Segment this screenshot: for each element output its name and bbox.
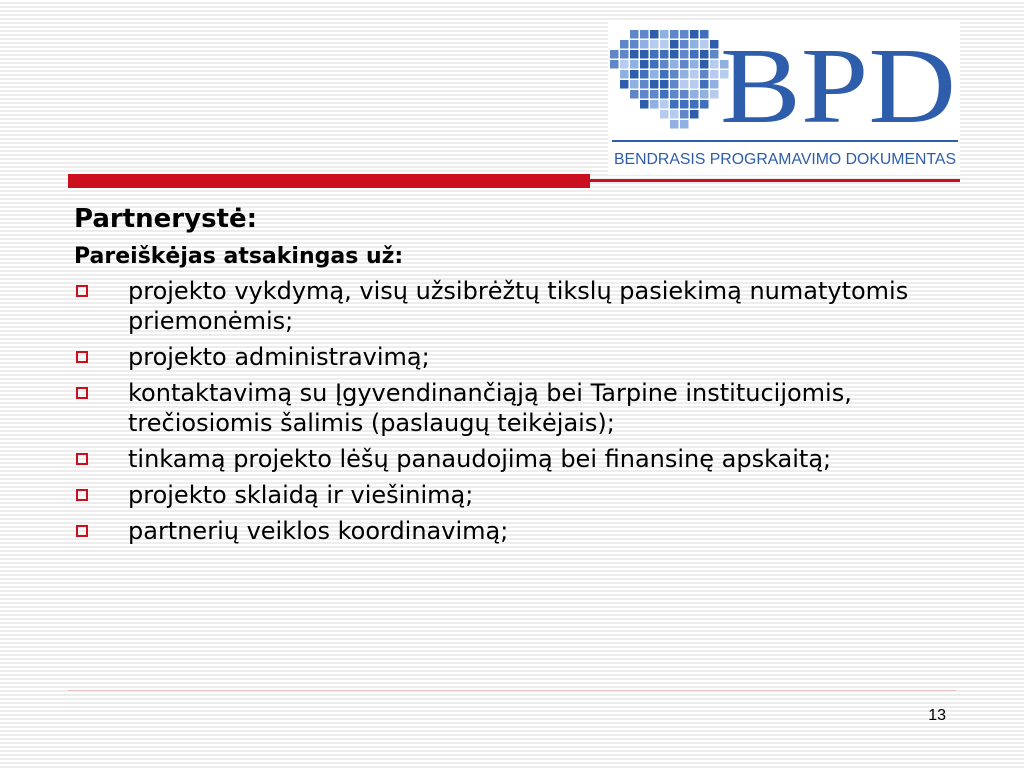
- mosaic-tile: [670, 60, 679, 69]
- mosaic-tile: [650, 60, 659, 69]
- mosaic-tile: [650, 40, 659, 49]
- mosaic-tile: [610, 60, 619, 69]
- bullet-text: kontaktavimą su Įgyvendinančiąją bei Tarpine institucijomis, trečiosiomis šalimis (paslaugų teikėjais);: [128, 379, 852, 437]
- mosaic-tile: [680, 100, 689, 109]
- mosaic-tile: [650, 50, 659, 59]
- square-bullet-icon: [76, 453, 88, 465]
- slide-body: [74, 202, 954, 552]
- mosaic-tile: [660, 80, 669, 89]
- mosaic-tile: [660, 40, 669, 49]
- mosaic-tile: [680, 90, 689, 99]
- mosaic-tile: [630, 40, 639, 49]
- square-bullet-icon: [76, 351, 88, 363]
- mosaic-tile: [700, 50, 709, 59]
- mosaic-tile: [710, 90, 719, 99]
- mosaic-tile: [630, 70, 639, 79]
- mosaic-tile: [620, 50, 629, 59]
- bpd-logo-graphic: [608, 22, 960, 175]
- mosaic-tile: [630, 60, 639, 69]
- mosaic-tile: [630, 50, 639, 59]
- mosaic-tile: [670, 80, 679, 89]
- mosaic-tile: [670, 120, 679, 129]
- mosaic-tile: [710, 40, 719, 49]
- mosaic-tile: [660, 90, 669, 99]
- mosaic-tile: [710, 50, 719, 59]
- mosaic-tile: [690, 80, 699, 89]
- title-accent-line: [590, 179, 960, 182]
- mosaic-tile: [650, 70, 659, 79]
- logo-letters: BPD: [720, 27, 956, 146]
- mosaic-tile: [670, 110, 679, 119]
- mosaic-tile: [640, 100, 649, 109]
- mosaic-tile: [690, 90, 699, 99]
- mosaic-tile: [670, 50, 679, 59]
- mosaic-tile: [650, 80, 659, 89]
- square-bullet-icon: [76, 387, 88, 399]
- mosaic-tile: [700, 70, 709, 79]
- mosaic-tile: [700, 60, 709, 69]
- mosaic-tile: [630, 90, 639, 99]
- mosaic-tile: [640, 90, 649, 99]
- mosaic-tile: [710, 80, 719, 89]
- bullet-text: tinkamą projekto lėšų panaudojimą bei finansinę apskaitą;: [128, 445, 832, 473]
- square-bullet-icon: [76, 489, 88, 501]
- title-accent-bar: [68, 174, 590, 188]
- slide-subheading: Pareiškėjas atsakingas už:: [74, 244, 404, 269]
- mosaic-tile: [690, 70, 699, 79]
- mosaic-tile: [710, 70, 719, 79]
- mosaic-tile: [670, 90, 679, 99]
- bullet-text: projekto sklaidą ir viešinimą;: [128, 481, 474, 509]
- mosaic-tile: [690, 110, 699, 119]
- mosaic-tile: [700, 90, 709, 99]
- mosaic-tile: [690, 30, 699, 39]
- mosaic-tile: [710, 60, 719, 69]
- bullet-item: [74, 378, 954, 438]
- mosaic-tile: [660, 110, 669, 119]
- bullet-item: [74, 480, 954, 510]
- mosaic-tile: [680, 80, 689, 89]
- mosaic-tile: [700, 40, 709, 49]
- mosaic-tile: [680, 30, 689, 39]
- mosaic-tile: [620, 70, 629, 79]
- mosaic-tile: [640, 40, 649, 49]
- mosaic-tile: [690, 50, 699, 59]
- slide-heading: Partnerystė:: [74, 204, 258, 234]
- mosaic-tile: [610, 50, 619, 59]
- mosaic-tile: [690, 60, 699, 69]
- bullet-text: projekto vykdymą, visų užsibrėžtų tikslų pasiekimą numatytomis priemonėmis;: [128, 277, 909, 335]
- logo-caption: BENDRASIS PROGRAMAVIMO DOKUMENTAS: [614, 151, 956, 168]
- mosaic-tile: [650, 90, 659, 99]
- mosaic-tile: [640, 30, 649, 39]
- mosaic-tile: [700, 30, 709, 39]
- mosaic-tile: [640, 80, 649, 89]
- mosaic-tile: [630, 30, 639, 39]
- mosaic-tile: [660, 100, 669, 109]
- mosaic-tile: [700, 80, 709, 89]
- bullet-text: partnerių veiklos koordinavimą;: [128, 517, 509, 545]
- lithuania-map-mosaic-icon: [610, 30, 729, 129]
- mosaic-tile: [650, 100, 659, 109]
- mosaic-tile: [690, 100, 699, 109]
- mosaic-tile: [660, 60, 669, 69]
- footer-divider: [68, 690, 956, 691]
- bullet-item: [74, 516, 954, 546]
- mosaic-tile: [640, 60, 649, 69]
- mosaic-tile: [670, 100, 679, 109]
- mosaic-tile: [650, 30, 659, 39]
- mosaic-tile: [680, 60, 689, 69]
- square-bullet-icon: [76, 525, 88, 537]
- mosaic-tile: [620, 80, 629, 89]
- square-bullet-icon: [76, 285, 88, 297]
- bpd-logo: [608, 22, 960, 175]
- mosaic-tile: [630, 80, 639, 89]
- mosaic-tile: [680, 50, 689, 59]
- mosaic-tile: [660, 70, 669, 79]
- mosaic-tile: [680, 110, 689, 119]
- mosaic-tile: [670, 30, 679, 39]
- mosaic-tile: [660, 50, 669, 59]
- page-number: 13: [928, 707, 946, 724]
- bullet-item: [74, 444, 954, 474]
- mosaic-tile: [660, 30, 669, 39]
- mosaic-tile: [680, 70, 689, 79]
- mosaic-tile: [620, 60, 629, 69]
- mosaic-tile: [640, 70, 649, 79]
- mosaic-tile: [680, 40, 689, 49]
- mosaic-tile: [670, 40, 679, 49]
- bullet-item: [74, 342, 954, 372]
- bullet-item: [74, 276, 954, 336]
- mosaic-tile: [680, 120, 689, 129]
- bullet-list: [74, 276, 954, 546]
- mosaic-tile: [700, 100, 709, 109]
- mosaic-tile: [690, 40, 699, 49]
- mosaic-tile: [670, 70, 679, 79]
- bullet-text: projekto administravimą;: [128, 343, 430, 371]
- mosaic-tile: [640, 50, 649, 59]
- mosaic-tile: [620, 40, 629, 49]
